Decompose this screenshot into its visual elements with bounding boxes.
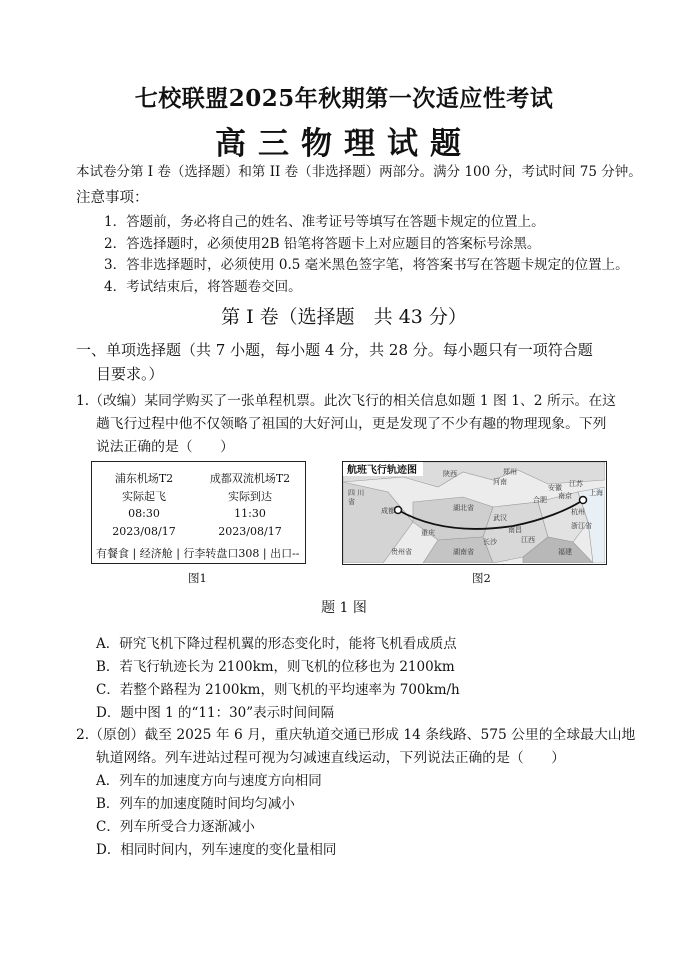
q1-stem-line1: 1.（改编）某同学购买了一张单程机票。此次飞行的相关信息如题 1 图 1、2 所示。在这 xyxy=(76,393,616,409)
fig1-caption: 图1 xyxy=(188,571,207,585)
section-title: 第 I 卷（选择题 共 43 分） xyxy=(221,306,467,328)
q1-option-b: B．若飞行轨迹长为 2100km，则飞机的位移也为 2100km xyxy=(96,659,455,675)
map-label-shanghai: 上海 xyxy=(589,489,603,497)
map-label-hefei: 合肥 xyxy=(533,496,547,504)
fig2-caption: 图2 xyxy=(472,571,491,585)
map-label-changsha: 长沙 xyxy=(483,538,497,546)
map-label-wuhan: 武汉 xyxy=(493,514,507,522)
q1-stem-line3: 说法正确的是（ ） xyxy=(96,439,234,455)
q1-option-c: C．若整个路程为 2100km，则飞机的平均速率为 700km/h xyxy=(96,682,460,698)
ticket-from-time: 08:30 xyxy=(128,507,160,520)
map-label-zhengzhou: 郑州 xyxy=(503,468,517,476)
china-map-graphic xyxy=(343,462,605,563)
ticket-to-date: 2023/08/17 xyxy=(218,525,282,538)
map-title: 航班飞行轨迹图 xyxy=(347,465,417,476)
map-label-nanjing: 南京 xyxy=(558,492,572,500)
part-heading-line1: 一、单项选择题（共 7 小题，每小题 4 分，共 28 分。每小题只有一项符合题 xyxy=(76,341,593,359)
note-item-4: 4．考试结束后，将答题卷交回。 xyxy=(104,279,302,295)
map-label-chongqing: 重庆 xyxy=(421,529,435,537)
q2-stem-line2: 轨道网络。列车进站过程可视为匀减速直线运动，下列说法正确的是（ ） xyxy=(96,750,566,766)
map-label-chengdu: 成都 xyxy=(381,507,395,515)
notes-heading: 注意事项： xyxy=(76,190,149,206)
q2-stem-line1: 2.（原创）截至 2025 年 6 月，重庆轨道交通已形成 14 条线路、575 公里的全球最大山地 xyxy=(76,727,636,743)
ticket-to: 成都双流机场T2 xyxy=(209,472,291,485)
map-label-nanchang: 南昌 xyxy=(508,526,522,534)
ticket-from-date: 2023/08/17 xyxy=(112,525,176,538)
ticket-from-status: 实际起飞 xyxy=(122,490,166,503)
q2-option-c: C．列车所受合力逐渐减小 xyxy=(96,819,255,835)
map-label-sichuan: 四 川 xyxy=(348,489,365,497)
exam-subtitle: 高三物理试题 xyxy=(215,126,473,162)
note-item-3: 3．答非选择题时，必须使用 0.5 毫米黑色签字笔，将答案书写在答题卡规定的位置上。 xyxy=(104,257,629,273)
ticket-from: 浦东机场T2 xyxy=(114,472,174,485)
q2-option-b: B．列车的加速度随时间均匀减小 xyxy=(96,796,295,812)
map-label-shaanxi: 陕西 xyxy=(443,470,457,478)
ticket-to-time: 11:30 xyxy=(234,507,266,520)
flight-ticket-figure xyxy=(91,461,306,564)
map-label-jiangsu: 江苏 xyxy=(569,480,583,488)
ticket-to-status: 实际到达 xyxy=(228,490,272,503)
q1-option-a: A．研究飞机下降过程机翼的形态变化时，能将飞机看成质点 xyxy=(96,636,457,652)
flight-map-figure xyxy=(342,461,607,565)
map-label-anhui: 安徽 xyxy=(548,484,562,492)
figure-caption: 题 1 图 xyxy=(321,600,367,616)
exam-title: 七校联盟2025年秋期第一次适应性考试 xyxy=(134,85,554,112)
q1-stem-line2: 趟飞行过程中他不仅领略了祖国的大好河山，更是发现了不少有趣的物理现象。下列 xyxy=(96,416,607,432)
destination-marker xyxy=(580,497,587,504)
part-heading-line2: 目要求。） xyxy=(96,365,164,383)
map-label-hangzhou: 杭州 xyxy=(571,508,585,516)
q2-option-a: A．列车的加速度方向与速度方向相同 xyxy=(96,773,322,789)
map-label-hubei: 湖北省 xyxy=(453,504,474,512)
origin-marker xyxy=(395,507,402,514)
map-label-henan: 河南 xyxy=(493,478,507,486)
ticket-footer: 有餐食 | 经济舱 | 行李转盘口308 | 出口-- xyxy=(96,547,300,560)
note-item-2: 2．答选择题时，必须使用2B 铅笔将答题卡上对应题目的答案标号涂黑。 xyxy=(104,236,541,252)
q2-option-d: D．相同时间内，列车速度的变化量相同 xyxy=(96,842,337,858)
exam-intro: 本试卷分第 I 卷（选择题）和第 II 卷（非选择题）两部分。满分 100 分，考试时间 75 分钟。 xyxy=(76,164,642,180)
map-label-zhejiang: 浙江省 xyxy=(571,522,592,530)
map-label-guizhou: 贵州省 xyxy=(391,548,412,556)
note-item-1: 1．答题前，务必将自己的姓名、准考证号等填写在答题卡规定的位置上。 xyxy=(104,214,545,230)
q1-option-d: D．题中图 1 的“11：30”表示时间间隔 xyxy=(96,705,335,721)
map-label-jiangxi: 江西 xyxy=(521,536,535,544)
map-label-fujian: 福建 xyxy=(558,548,572,556)
map-label-sheng: 省 xyxy=(348,498,355,506)
map-label-hunan: 湖南省 xyxy=(453,548,474,556)
